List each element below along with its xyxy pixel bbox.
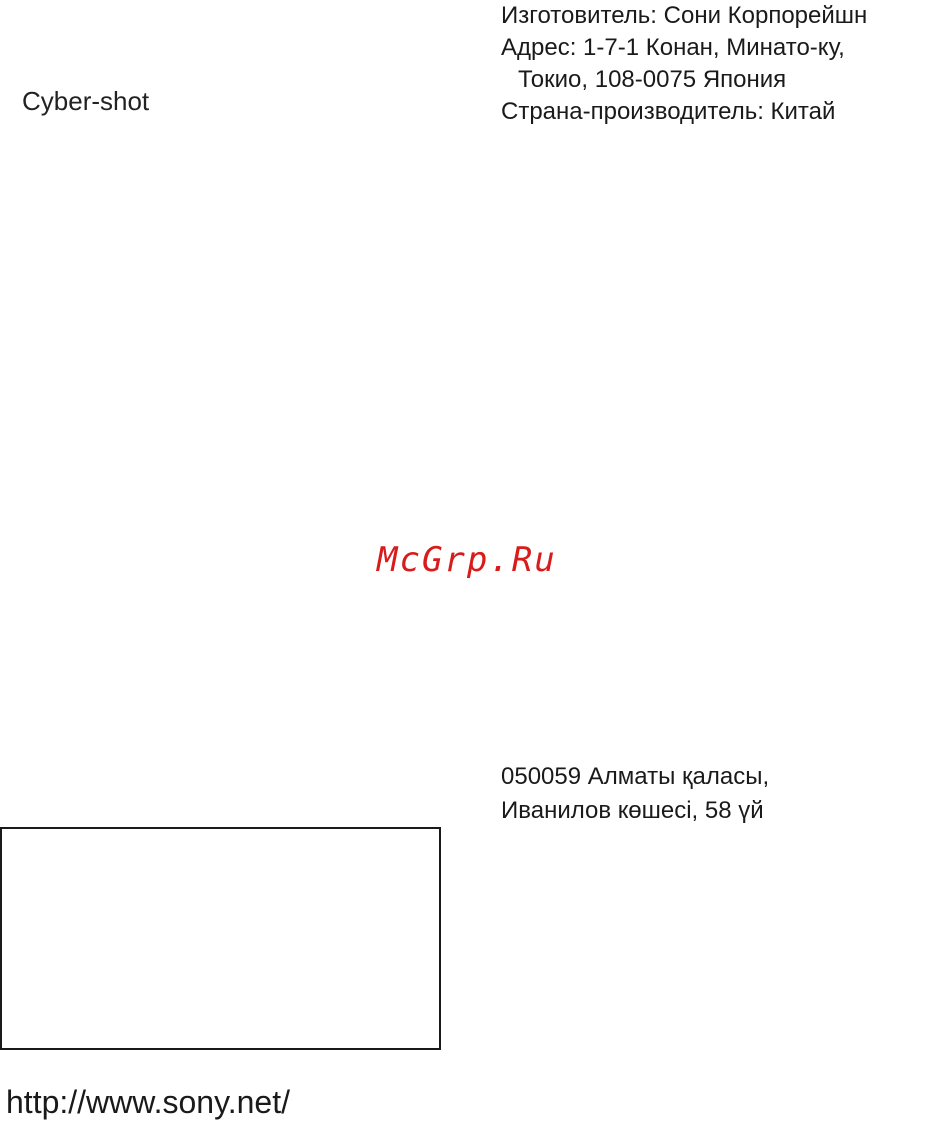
kz-address-street: Иванилов көшесі, 58 үй [501,797,764,824]
sony-website-link[interactable]: http://www.sony.net/ [6,1084,290,1120]
manufacturer-address: Адрес: 1-7-1 Конан, Минато-ку, [501,34,845,61]
logo-text: Cyber-shot [22,86,150,116]
country-of-origin: Страна-производитель: Китай [501,98,836,125]
manufacturer-city: Токио, 108-0075 Япония [518,66,787,93]
cyber-shot-logo-mark [22,80,222,124]
kz-address-city: 050059 Алматы қаласы, [501,763,770,790]
kazakhstan-address [501,760,769,828]
watermark: McGrp.Ru [377,540,557,580]
cyber-shot-logo [22,80,222,124]
manufacturer-name: Изготовитель: Сони Корпорейшн [501,2,868,29]
blank-label-box [0,827,441,1050]
manufacturer-info [501,0,941,128]
